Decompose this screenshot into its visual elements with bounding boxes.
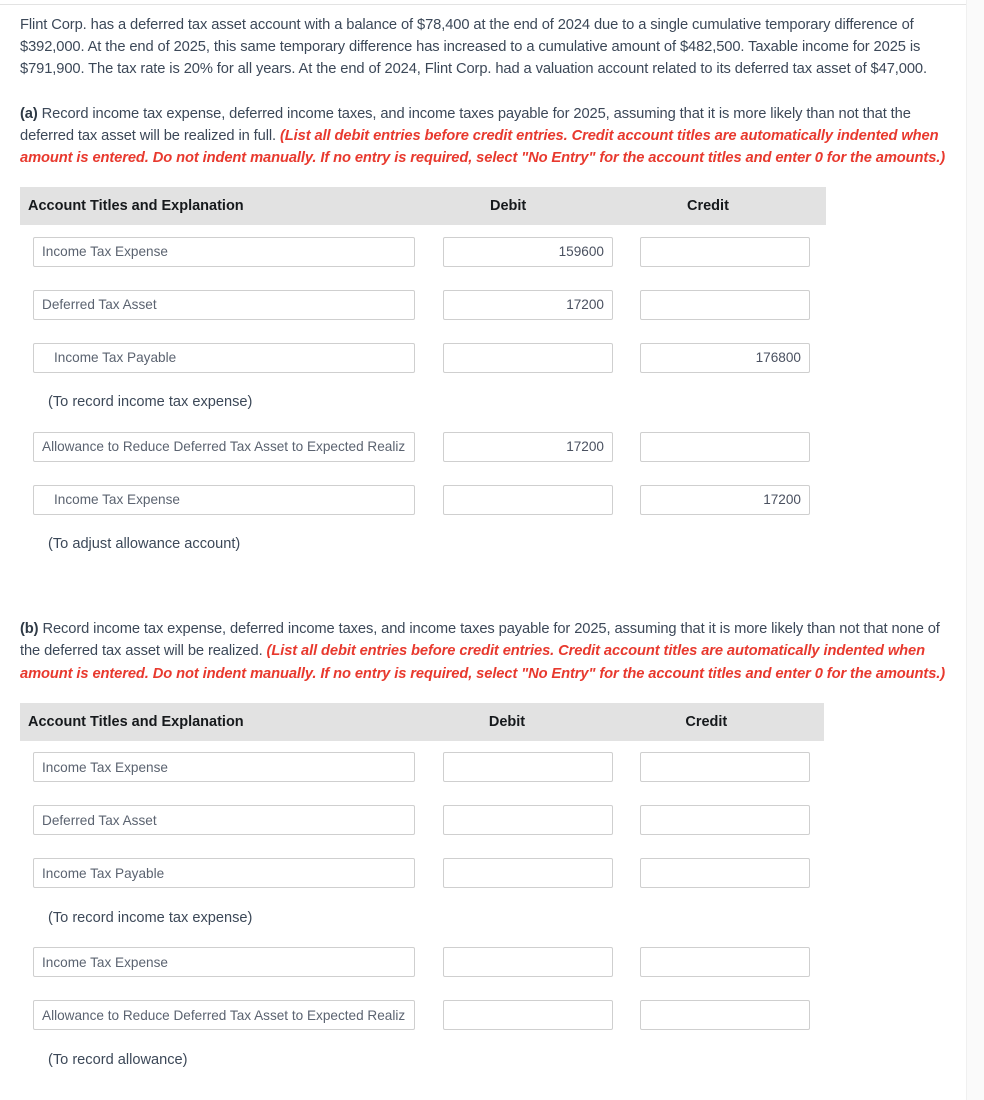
debit-amount-input[interactable]	[443, 1000, 613, 1030]
account-title-value: Income Tax Payable	[54, 350, 177, 366]
debit-amount-input[interactable]	[443, 485, 613, 515]
part-label: (a)	[20, 105, 38, 122]
part-prompt-text: Record income tax expense, deferred income taxes, and income taxes payable for 2025, assuming that it is more likely than not that the deferred tax asset will be realized in full.	[20, 105, 911, 144]
credit-amount-input[interactable]	[640, 1000, 810, 1030]
part-prompt-a	[20, 103, 950, 170]
account-title-select[interactable]	[33, 432, 415, 462]
credit-amount-input[interactable]: 17200	[640, 485, 810, 515]
account-title-select[interactable]	[33, 290, 415, 320]
part-instruction-hint: (List all debit entries before credit entries. Credit account titles are automatically indented when amount is entered. Do not indent manually. If no entry is required, select "No Entry" for the account titles and enter 0 for the amounts.)	[20, 127, 946, 167]
account-title-value: Allowance to Reduce Deferred Tax Asset to Expected Realiz	[42, 439, 406, 455]
part-instruction-hint: (List all debit entries before credit entries. Credit account titles are automatically indented when amount is entered. Do not indent manually. If no entry is required, select "No Entry" for the account titles and enter 0 for the amounts.)	[20, 643, 946, 682]
credit-amount-input[interactable]	[640, 290, 810, 320]
account-title-value: Deferred Tax Asset	[42, 297, 157, 313]
account-title-select[interactable]	[33, 805, 415, 835]
credit-amount-input[interactable]	[640, 752, 810, 782]
credit-amount-input[interactable]	[640, 805, 810, 835]
account-title-select[interactable]	[33, 237, 415, 267]
journal-entry-caption: (To adjust allowance account)	[48, 536, 241, 553]
debit-amount-input[interactable]: 17200	[443, 290, 613, 320]
journal-row	[20, 936, 948, 989]
account-title-value: Income Tax Expense	[42, 244, 168, 260]
problem-statement: Flint Corp. has a deferred tax asset account with a balance of $78,400 at the end of 2024 due to a single cumulative temporary difference of $392,000. At the end of 2025, this same temporary difference has increased to a cumulative amount of $482,500. Taxable income for 2025 is $791,900. The tax rate is 20% for all years. At the end of 2024, Flint Corp. had a valuation account related to its deferred tax asset of $47,000.	[20, 17, 927, 78]
journal-row	[20, 847, 948, 900]
account-title-select[interactable]	[33, 947, 415, 977]
account-title-value: Income Tax Expense	[54, 492, 180, 508]
journal-table-header	[20, 703, 824, 741]
debit-amount-input[interactable]	[443, 752, 613, 782]
parts-container	[20, 103, 948, 1078]
debit-amount-input[interactable]: 159600	[443, 237, 613, 267]
account-title-value: Income Tax Expense	[42, 759, 168, 775]
journal-row	[20, 473, 948, 526]
credit-amount-input[interactable]	[640, 237, 810, 267]
column-header-debit: Debit	[490, 198, 527, 215]
account-title-select[interactable]	[33, 752, 415, 782]
debit-amount-input[interactable]	[443, 858, 613, 888]
page-scrollbar-gutter[interactable]	[966, 0, 984, 1100]
journal-row	[20, 741, 948, 794]
part-prompt-text: Record income tax expense, deferred income taxes, and income taxes payable for 2025, assuming that it is more likely than not that none of the deferred tax asset will be realized.	[20, 621, 940, 660]
journal-entry-caption: (To record allowance)	[48, 1051, 188, 1068]
journal-table	[20, 187, 948, 562]
account-title-value: Income Tax Expense	[42, 954, 168, 970]
journal-entry-caption: (To record income tax expense)	[48, 909, 253, 926]
journal-entry-caption: (To record income tax expense)	[48, 394, 253, 411]
journal-row	[20, 225, 948, 278]
account-title-select[interactable]	[33, 343, 415, 373]
column-header-credit: Credit	[685, 713, 728, 730]
journal-row	[20, 989, 948, 1042]
journal-row	[20, 331, 948, 384]
column-header-debit: Debit	[488, 713, 526, 730]
journal-row	[20, 420, 948, 473]
journal-table	[20, 703, 948, 1078]
column-header-account: Account Titles and Explanation	[28, 198, 244, 215]
account-title-value: Income Tax Payable	[42, 865, 165, 881]
journal-row	[20, 278, 948, 331]
part-prompt-b	[20, 618, 950, 685]
journal-table-header	[20, 187, 826, 225]
column-header-account: Account Titles and Explanation	[28, 713, 244, 730]
section-spacer	[20, 562, 948, 596]
account-title-select[interactable]	[33, 1000, 415, 1030]
account-title-select[interactable]	[33, 485, 415, 515]
column-header-credit: Credit	[687, 198, 729, 215]
debit-amount-input[interactable]	[443, 343, 613, 373]
journal-row	[20, 794, 948, 847]
debit-amount-input[interactable]	[443, 947, 613, 977]
credit-amount-input[interactable]: 176800	[640, 343, 810, 373]
credit-amount-input[interactable]	[640, 432, 810, 462]
credit-amount-input[interactable]	[640, 858, 810, 888]
account-title-value: Deferred Tax Asset	[42, 812, 157, 828]
account-title-select[interactable]	[33, 858, 415, 888]
debit-amount-input[interactable]	[443, 805, 613, 835]
debit-amount-input[interactable]: 17200	[443, 432, 613, 462]
part-label: (b)	[20, 621, 39, 638]
account-title-value: Allowance to Reduce Deferred Tax Asset to Expected Realiz	[42, 1007, 406, 1023]
credit-amount-input[interactable]	[640, 947, 810, 977]
